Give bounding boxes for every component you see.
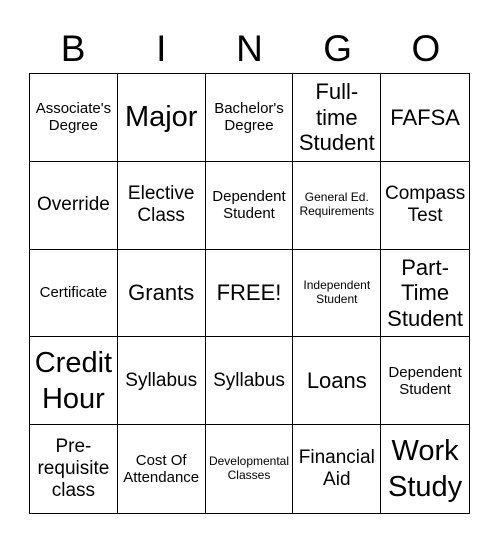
bingo-cell[interactable]: Certificate — [30, 250, 118, 338]
bingo-cell[interactable]: Full- time Student — [293, 74, 381, 162]
bingo-cell[interactable]: Syllabus — [118, 337, 206, 425]
bingo-cell[interactable]: Compass Test — [381, 162, 469, 250]
bingo-cell[interactable]: Elective Class — [118, 162, 206, 250]
bingo-cell[interactable]: Developmental Classes — [206, 425, 294, 513]
bingo-cell[interactable]: Credit Hour — [30, 337, 118, 425]
bingo-cell[interactable]: Dependent Student — [381, 337, 469, 425]
header-letter-n: N — [236, 27, 263, 69]
bingo-cell[interactable]: Part- Time Student — [381, 250, 469, 338]
bingo-cell[interactable]: Bachelor's Degree — [206, 74, 294, 162]
header-letter-g: G — [323, 27, 353, 69]
bingo-cell[interactable]: FAFSA — [381, 74, 469, 162]
bingo-cell[interactable]: Independent Student — [293, 250, 381, 338]
bingo-cell[interactable]: General Ed. Requirements — [293, 162, 381, 250]
header-letter-o: O — [411, 27, 441, 69]
header-letter-i: I — [156, 27, 167, 69]
header-letter-b: B — [60, 27, 86, 69]
bingo-cell[interactable]: Work Study — [388, 434, 463, 504]
bingo-cell[interactable]: Override — [30, 162, 118, 250]
bingo-cell[interactable]: Syllabus — [206, 337, 294, 425]
bingo-cell[interactable]: Pre- requisite class — [30, 425, 118, 513]
bingo-free-space[interactable]: FREE! — [206, 250, 294, 338]
bingo-cell[interactable]: Cost Of Attendance — [118, 425, 206, 513]
bingo-cell[interactable]: Grants — [118, 250, 206, 338]
bingo-cell[interactable]: Associate's Degree — [30, 74, 118, 162]
bingo-cell[interactable]: Major — [118, 74, 206, 162]
bingo-cell[interactable]: Financial Aid — [293, 425, 381, 513]
bingo-header — [29, 22, 470, 74]
bingo-cell[interactable]: Loans — [293, 337, 381, 425]
bingo-board — [29, 73, 470, 514]
bingo-cell[interactable]: Dependent Student — [206, 162, 294, 250]
